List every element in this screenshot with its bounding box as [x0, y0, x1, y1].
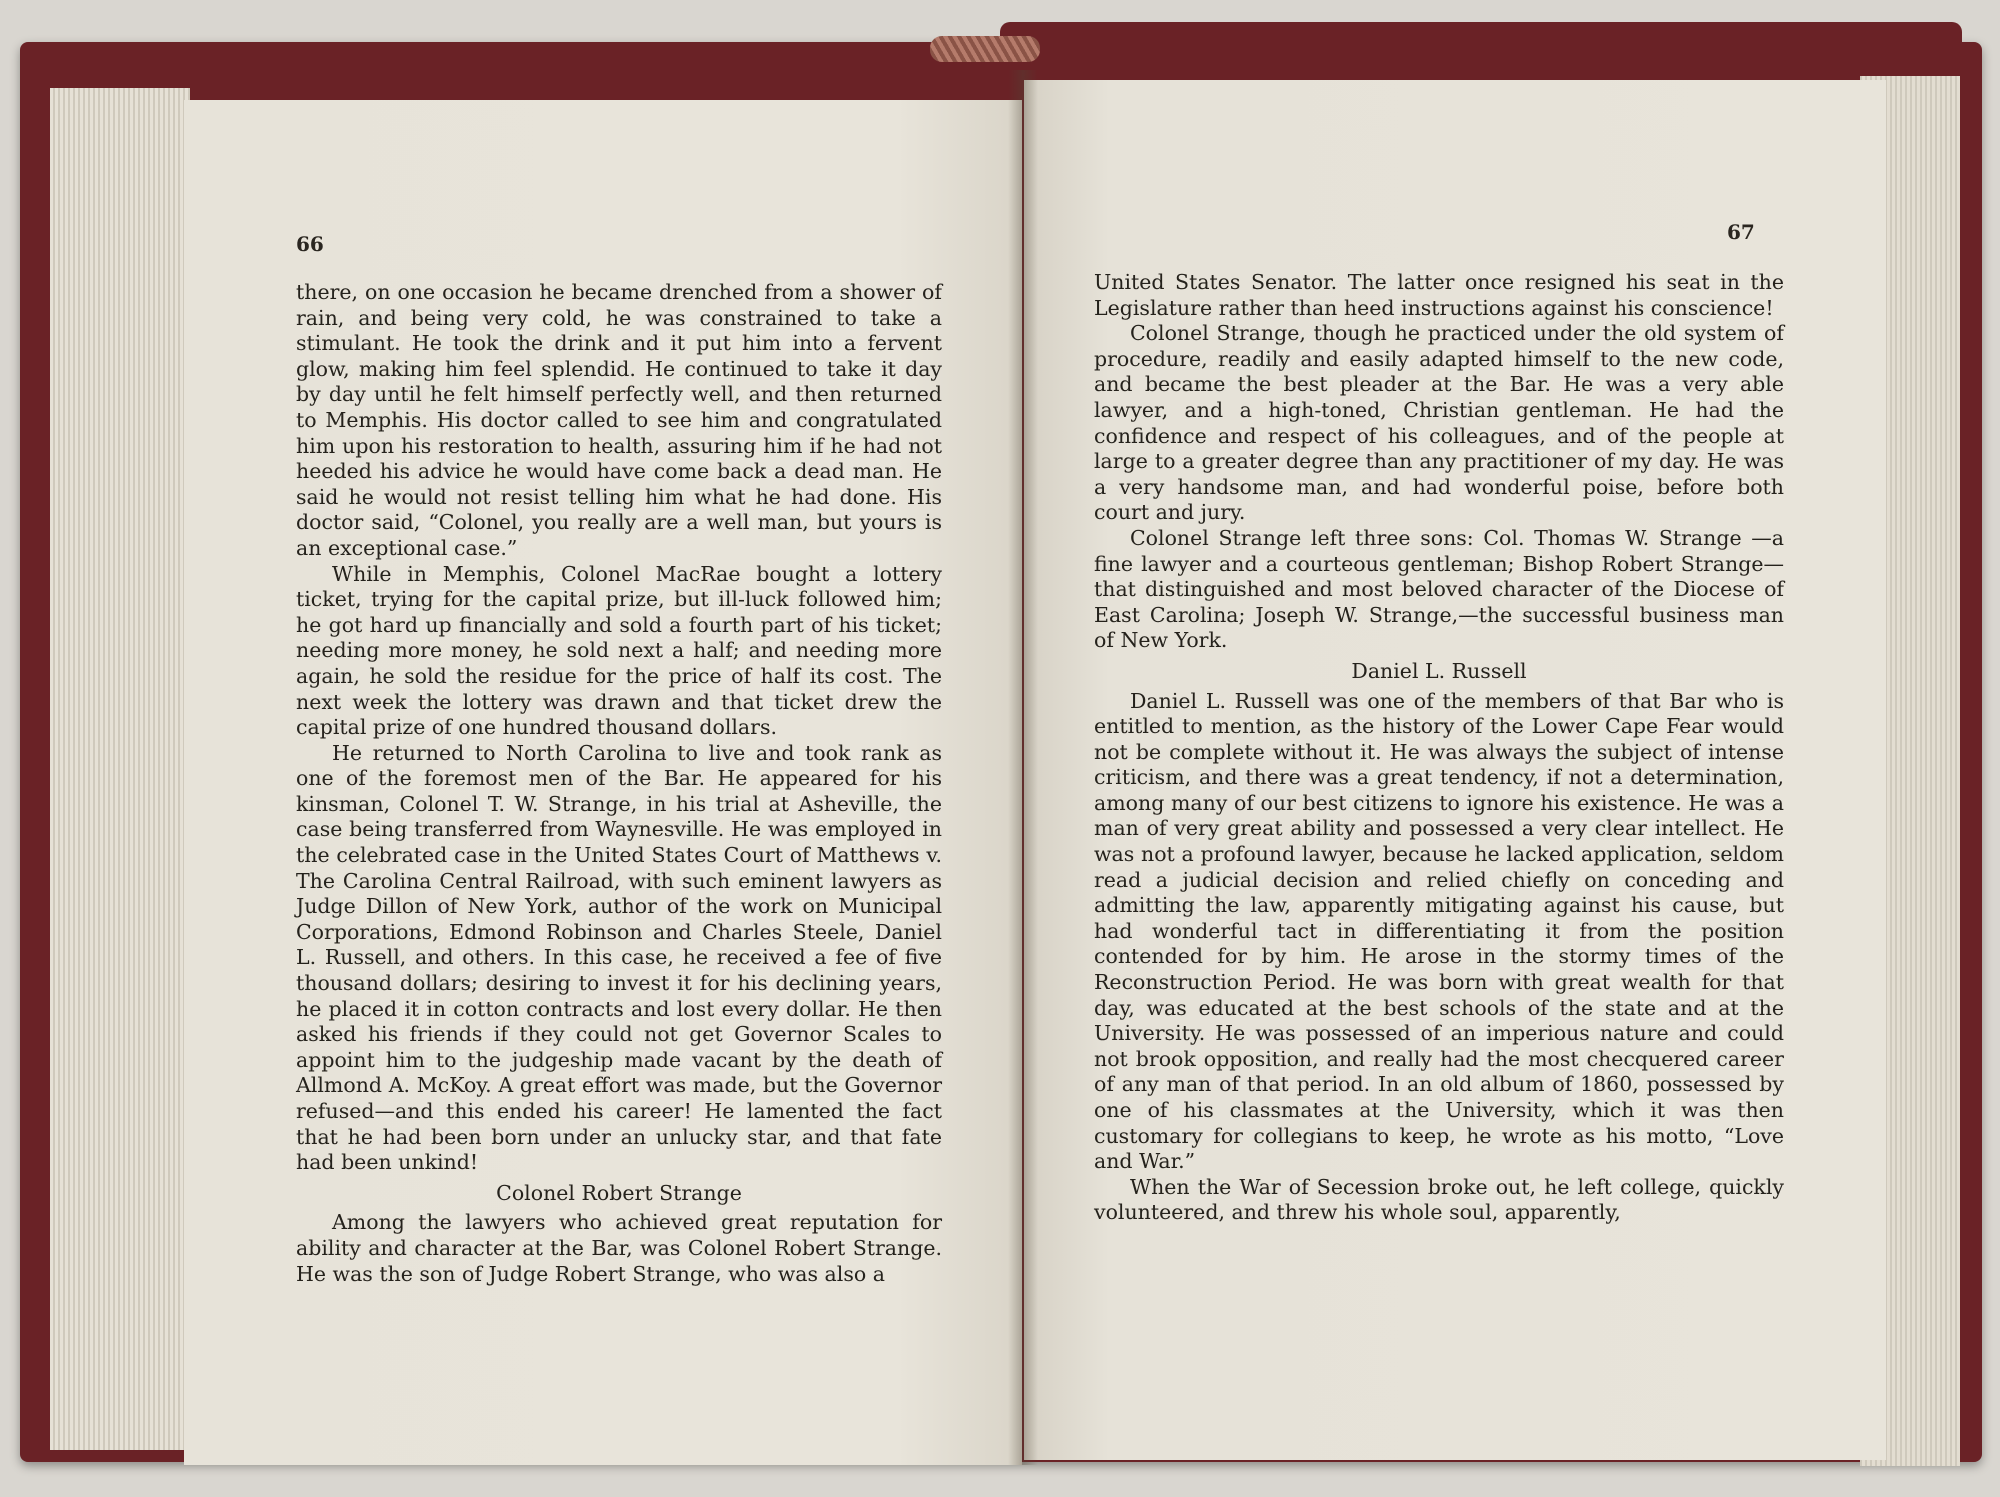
page-number-right: 67 — [1727, 220, 1755, 244]
paragraph: Among the lawyers who achieved great reputation for ability and character at the Bar, was Colonel Robert Strange. He was the son of Judge Robert Strange, who was also a — [296, 1210, 942, 1286]
right-page — [1024, 80, 1886, 1460]
spine-gutter — [1008, 70, 1038, 1465]
book-cover-top — [1000, 22, 1962, 82]
right-page-text — [1094, 270, 1784, 1226]
bookmark-ribbon — [930, 36, 1040, 62]
paragraph: Daniel L. Russell was one of the members of that Bar who is entitled to mention, as the history of the Lower Cape Fear would not be complete without it. He was always the subject of intense criticism, and there was a great tendency, if not a determination, among many of our best citizens to ignore his existence. He was a man of very great ability and possessed a very clear intellect. He was not a profound lawyer, because he lacked application, seldom read a judicial decision and relied chiefly on conceding and admitting the law, apparently mitigating against his cause, but had wonderful tact in differentiating it from the position contended for by him. He arose in the stormy times of the Reconstruction Period. He was born with great wealth for that day, was educated at the best schools of the state and at the University. He was possessed of an imperious nature and could not brook opposition, and really had the most checquered career of any man of that period. In an old album of 1860, possessed by one of his classmates at the University, which it was then customary for collegians to keep, he wrote as his motto, “Love and War.” — [1094, 688, 1784, 1174]
paragraph: there, on one occasion he became drenched from a shower of rain, and being very cold, he was constrained to take a stimulant. He took the drink and it put him into a fervent glow, making him feel splendid. He continued to take it day by day until he felt himself perfectly well, and then returned to Memphis. His doctor called to see him and congratulated him upon his restoration to health, assuring him if he had not heeded his advice he would have come back a dead man. He said he would not resist telling him what he had done. His doctor said, “Colonel, you really are a well man, but yours is an exceptional case.” — [296, 280, 942, 560]
section-heading: Colonel Robert Strange — [496, 1180, 742, 1205]
page-number-left: 66 — [296, 232, 324, 256]
section-heading: Daniel L. Russell — [1351, 658, 1527, 683]
left-page-text — [296, 280, 942, 1287]
left-page — [184, 100, 1022, 1465]
paragraph: While in Memphis, Colonel MacRae bought a lottery ticket, trying for the capital prize, but ill-luck followed him; he got hard up financially and sold a fourth part of his ticket; needing more money, he sold next a half; and needing more again, he sold the residue for the price of half its cost. The next week the lottery was drawn and that ticket drew the capital prize of one hundred thousand dollars. — [296, 561, 942, 740]
paragraph: When the War of Secession broke out, he left college, quickly volunteered, and threw his whole soul, apparently, — [1094, 1174, 1784, 1225]
page-edges-left — [50, 88, 190, 1450]
paragraph: He returned to North Carolina to live and took rank as one of the foremost men of the Bar. He appeared for his kinsman, Colonel T. W. Strange, in his trial at Asheville, the case being transferred from Waynesville. He was employed in the celebrated case in the United States Court of Matthews v. The Carolina Central Railroad, with such eminent lawyers as Judge Dillon of New York, author of the work on Municipal Corporations, Edmond Robinson and Charles Steele, Daniel L. Russell, and others. In this case, he received a fee of five thousand dollars; desiring to invest it for his declining years, he placed it in cotton contracts and lost every dollar. He then asked his friends if they could not get Governor Scales to appoint him to the judgeship made vacant by the death of Allmond A. McKoy. A great effort was made, but the Governor refused—and this ended his career! He lamented the fact that he had been born under an unlucky star, and that fate had been unkind! — [296, 740, 942, 1175]
paragraph: Colonel Strange left three sons: Col. Thomas W. Strange —a fine lawyer and a courteous gentleman; Bishop Robert Strange—that distinguished and most beloved character of the Diocese of East Carolina; Joseph W. Strange,—the successful business man of New York. — [1094, 525, 1784, 653]
paragraph: United States Senator. The latter once resigned his seat in the Legislature rather than heed instructions against his conscience! — [1094, 270, 1784, 320]
paragraph: Colonel Strange, though he practiced under the old system of procedure, readily and easily adapted himself to the new code, and became the best pleader at the Bar. He was a very able lawyer, and a high-toned, Christian gentleman. He had the confidence and respect of his colleagues, and of the people at large to a greater degree than any practitioner of my day. He was a very handsome man, and had wonderful poise, before both court and jury. — [1094, 321, 1784, 525]
